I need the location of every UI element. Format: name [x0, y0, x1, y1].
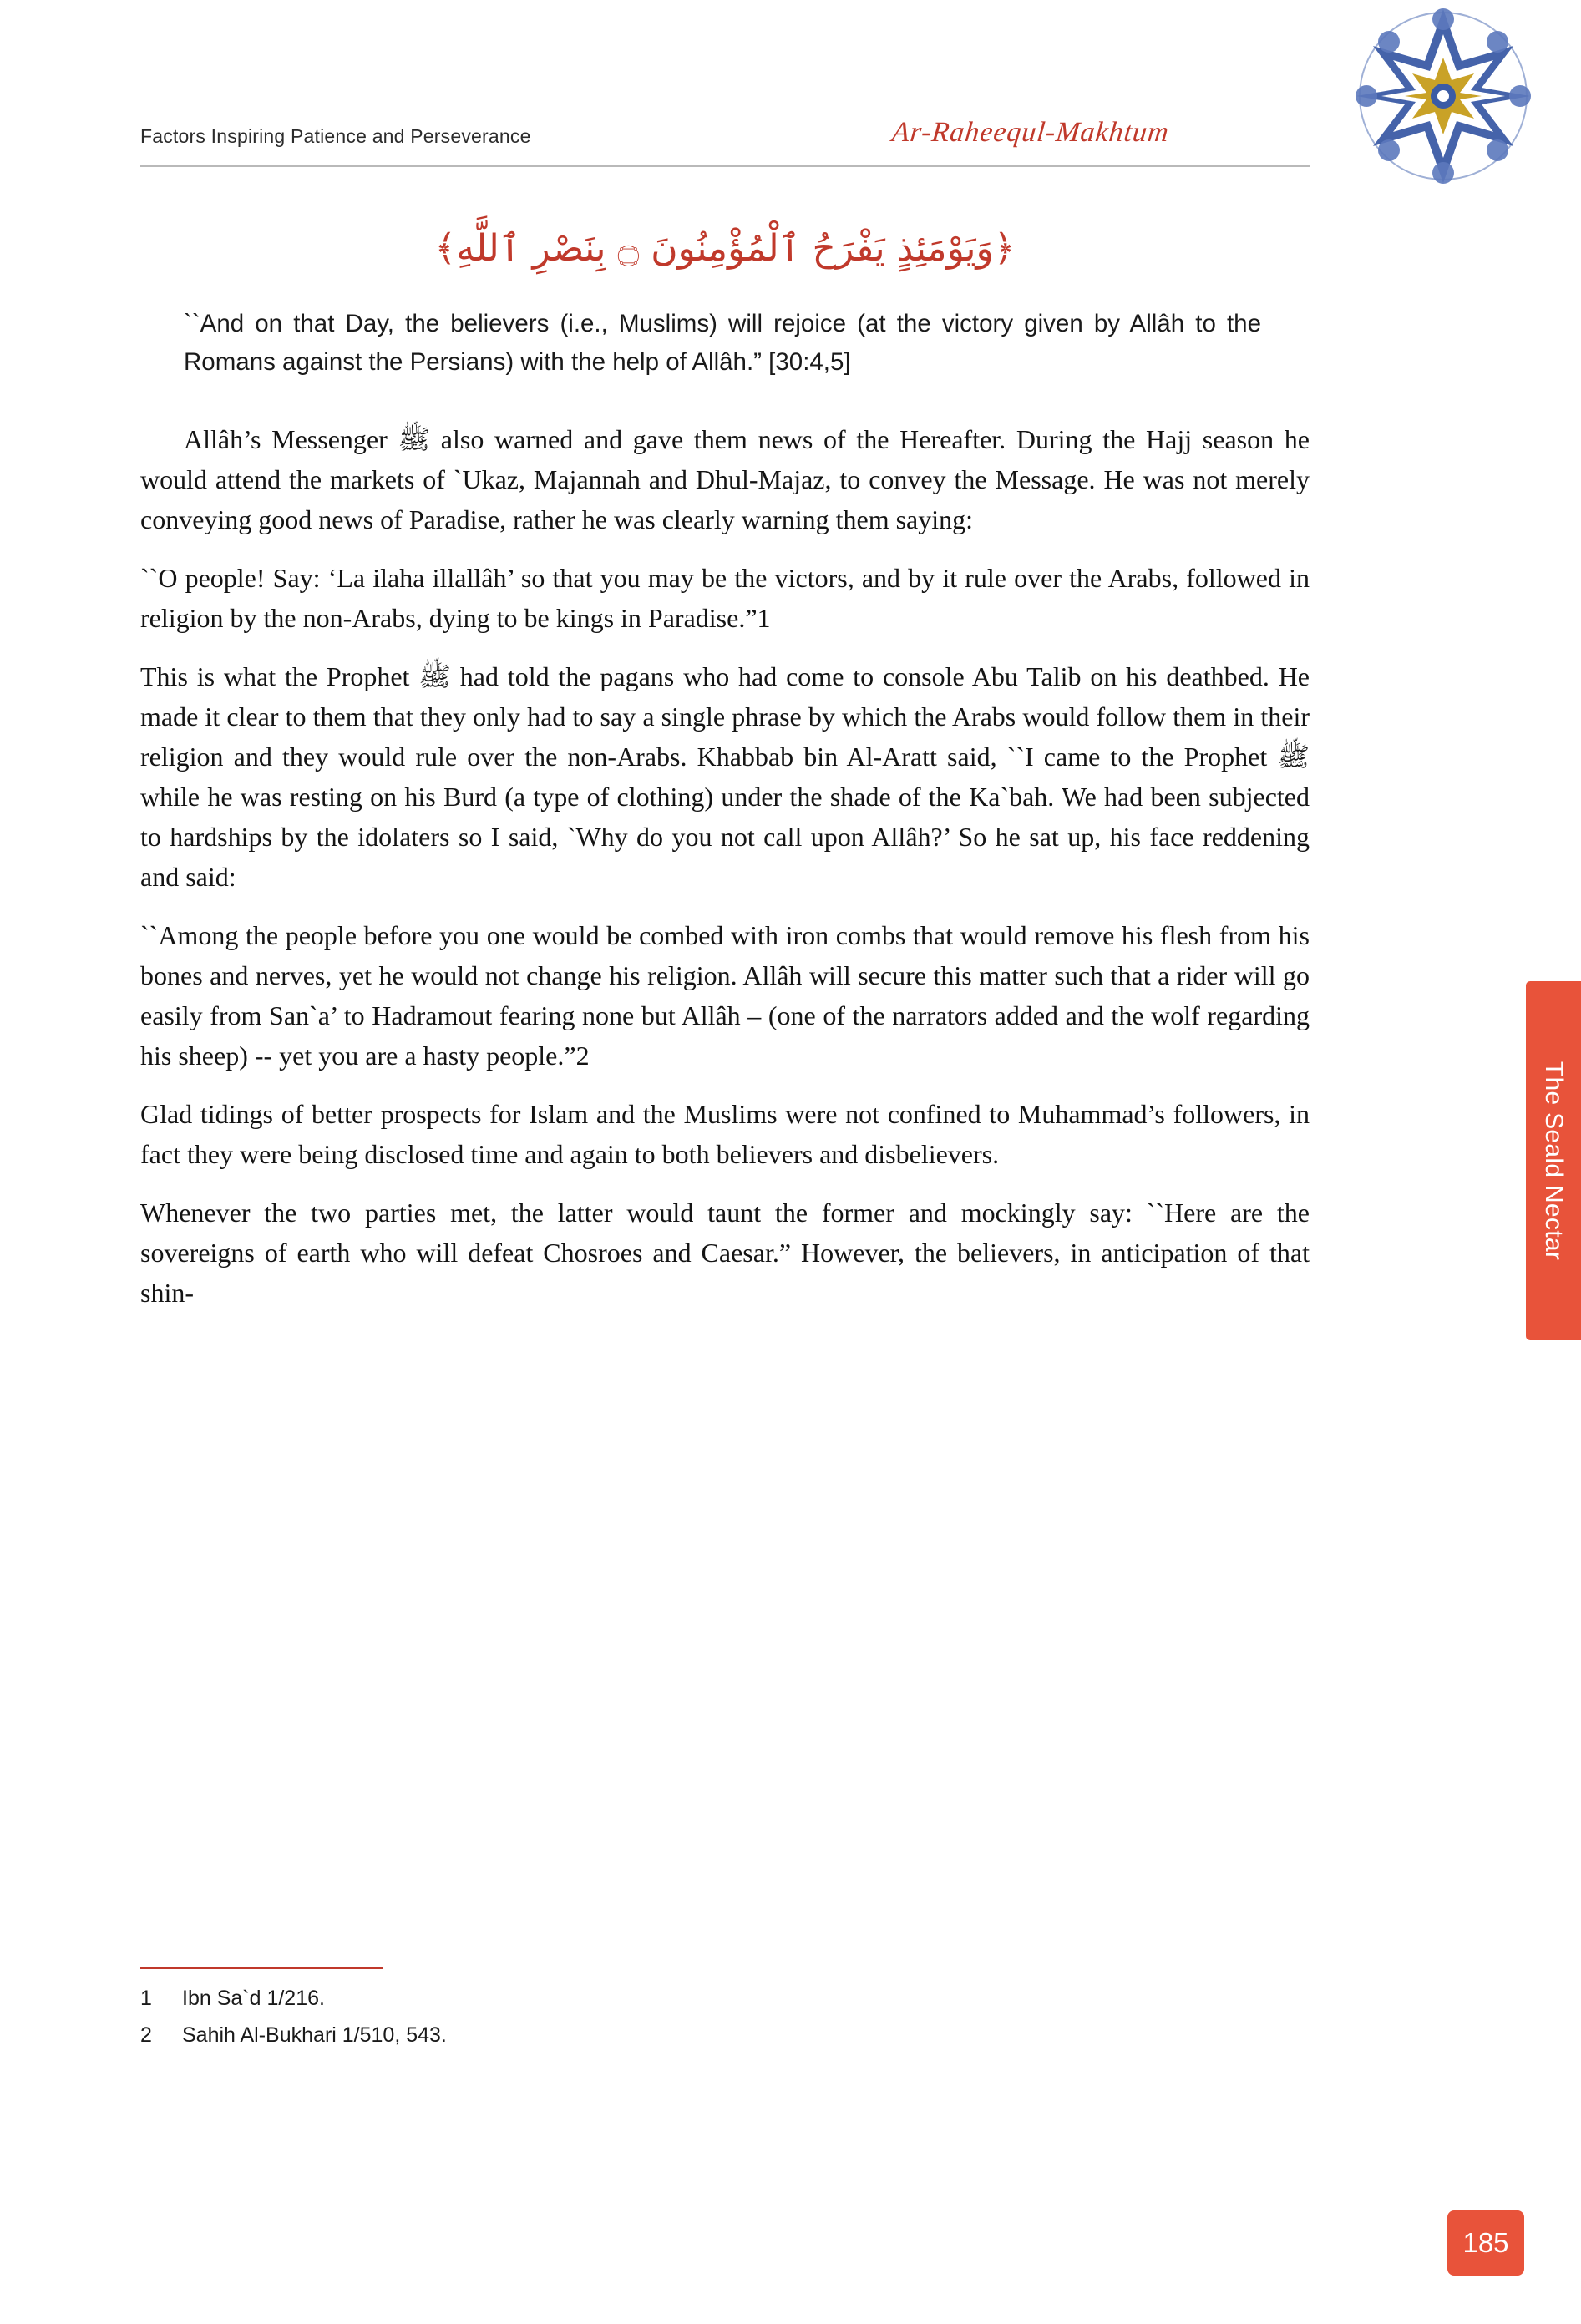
paragraph-4-text: ``Among the people before you one would be combed with iron combs that would remove his flesh from his bones and nerves, yet he would not change his religion. Allâh will secure this matter such that a rider will go easily from San`a’ to Hadramout fearing none but Allâh – (one of the narrators added and the wolf regarding his sheep) -- yet you are a hasty people.”2 — [140, 920, 1310, 1071]
footnote-item — [140, 1981, 1143, 2018]
footnote-divider — [140, 1967, 383, 1969]
paragraph-3-text: This is what the Prophet ﷺ had told the pagans who had come to console Abu Talib on his deathbed. He made it clear to them that they only had to say a single phrase by which the Arabs would follow them in their religion and they would rule over the non-Arabs. Khabbab bin Al-Aratt said, ``I came to the Prophet ﷺ while he was resting on his Burd (a type of clothing) under the shade of the Ka`bah. We had been subjected to hardships by the idolaters so I said, `Why do you not call upon Allâh?’ So he sat up, his face reddening and said: — [140, 661, 1310, 893]
footnote-text: Ibn Sa`d 1/216. — [182, 1987, 325, 2010]
header-divider — [140, 165, 1310, 167]
paragraph-2-text: ``O people! Say: ‘La ilaha illallâh’ so that you may be the victors, and by it rule over the Arabs, followed in religion by the non-Arabs, dying to be kings in Paradise.”1 — [140, 563, 1310, 634]
footnote-text: Sahih Al-Bukhari 1/510, 543. — [182, 2023, 447, 2047]
paragraph-6 — [140, 1192, 1310, 1313]
paragraph-3 — [140, 656, 1310, 897]
page-header — [140, 117, 1310, 175]
side-tab-book-title — [1526, 981, 1581, 1340]
book-title-script: Ar-Raheequl-Makhtum — [890, 117, 1171, 148]
quran-ayah-arabic: ﴿وَيَوْمَئِذٍ يَفْرَحُ ٱلْمُؤْمِنُونَ ۝ بِنَصْرِ ٱللَّهِ﴾ — [434, 227, 1016, 270]
quran-translation-text: ``And on that Day, the believers (i.e., Muslims) will rejoice (at the victory given by Allâh to the Romans against the Persians) with the help of Allâh.” [30:4,5] — [184, 310, 1261, 376]
running-header-title: Factors Inspiring Patience and Perseverance — [140, 125, 531, 147]
side-tab-label: The Seald Nectar — [1540, 1061, 1568, 1261]
paragraph-6-text: Whenever the two parties met, the latter would taunt the former and mockingly say: ``Here are the sovereigns of earth who will defeat Chosroes and Caesar.” However, the believers, in anticipation of that shin- — [140, 1197, 1310, 1309]
paragraph-5-text: Glad tidings of better prospects for Islam and the Muslims were not confined to Muhammad’s followers, in fact they were being disclosed time and again to both believers and disbelievers. — [140, 1099, 1310, 1170]
paragraph-1 — [140, 419, 1310, 539]
quran-translation-quote — [184, 305, 1261, 381]
page-number-badge: 185 — [1447, 2210, 1524, 2276]
footnote-item — [140, 2018, 1143, 2054]
footnote-list — [140, 1981, 1143, 2054]
paragraph-1-text: Allâh’s Messenger ﷺ also warned and gave them news of the Hereafter. During the Hajj season he would attend the markets of `Ukaz, Majannah and Dhul-Majaz, to convey the Message. He was not merely conveying good news of Paradise, rather he was clearly warning them saying: — [140, 424, 1310, 535]
paragraph-5 — [140, 1094, 1310, 1174]
ornament-medallion-icon — [1330, 8, 1556, 200]
paragraph-2 — [140, 558, 1310, 638]
page-content — [140, 205, 1310, 1331]
footnote-number: 2 — [140, 2023, 152, 2047]
paragraph-4 — [140, 915, 1310, 1076]
footnote-number: 1 — [140, 1987, 152, 2010]
